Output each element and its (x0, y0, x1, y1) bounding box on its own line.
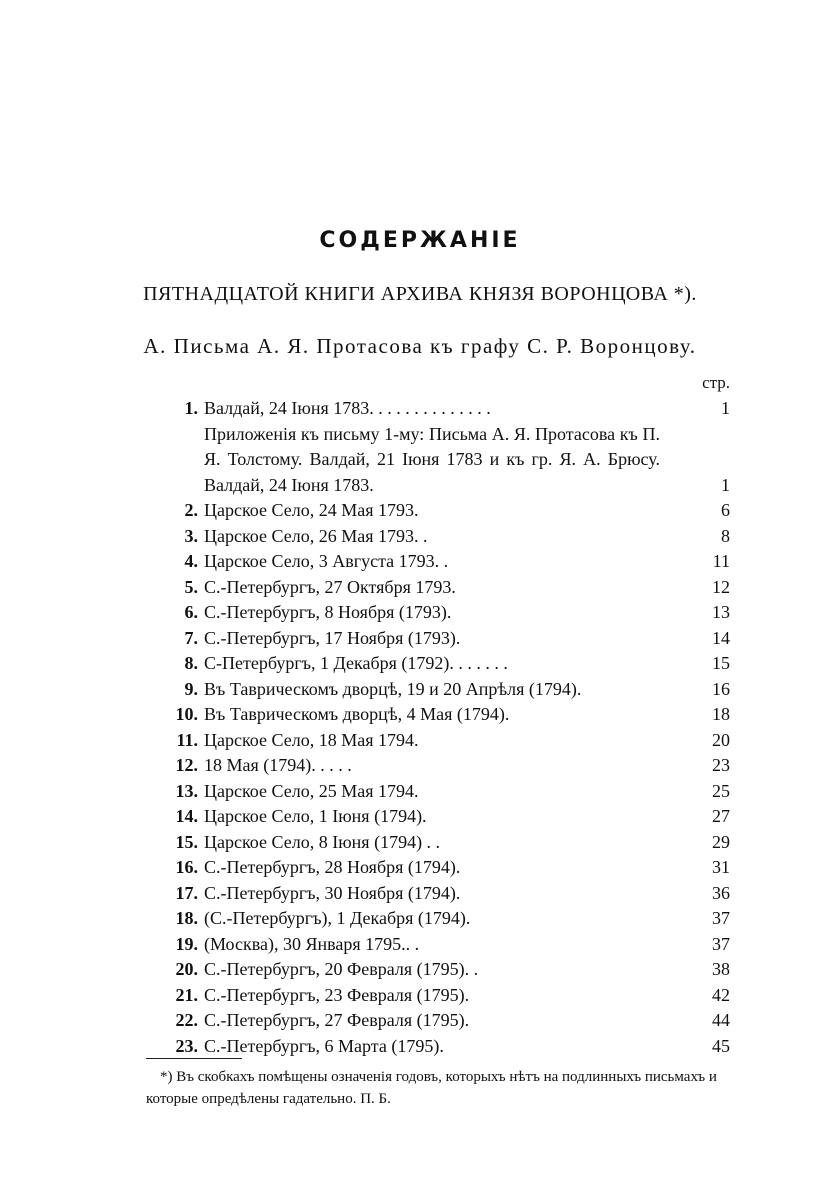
entry-page: 27 (712, 806, 730, 826)
entry-title: С.-Петербургъ, 27 Февраля (1795). (204, 1010, 470, 1030)
entry-page: 31 (712, 857, 730, 877)
toc-entry-4 (160, 549, 730, 575)
entry-number: 23. (175, 1035, 198, 1056)
entry-number: 5. (184, 576, 198, 597)
entry-title: 18 Мая (1794). . . . . (204, 755, 352, 775)
entry-number: 12. (175, 755, 198, 775)
entry-title: С.-Петербургъ, 30 Ноября (1794). (204, 882, 461, 903)
entry-page: 20 (712, 729, 730, 750)
entry-title: Царское Село, 26 Мая 1793. . (204, 525, 428, 546)
entry-title: С.-Петербургъ, 28 Ноября (1794). (204, 857, 461, 877)
toc-entry-10 (160, 702, 730, 728)
entry-title: С-Петербургъ, 1 Декабря (1792). . . . . . . (204, 653, 508, 673)
toc-entry-8 (160, 651, 730, 677)
entry-page: 37 (712, 908, 730, 928)
toc-entry-17 (160, 881, 730, 907)
toc-entry-1 (160, 396, 730, 422)
toc-entry-appendix (160, 422, 730, 499)
entry-title: С.-Петербургъ, 6 Марта (1795). (204, 1035, 444, 1056)
entry-page: 44 (712, 1010, 730, 1030)
entry-number: 6. (184, 602, 198, 622)
entry-page: 25 (712, 780, 730, 801)
toc-entry-2 (160, 498, 730, 524)
entry-title: С.-Петербургъ, 20 Февраля (1795). . (204, 959, 479, 979)
entry-page: 12 (712, 576, 730, 597)
footnote-divider (146, 1058, 242, 1059)
entry-number: 14. (175, 806, 198, 826)
toc-entry-6 (160, 600, 730, 626)
entry-number: 11. (176, 729, 198, 750)
entry-page: 8 (721, 525, 730, 546)
page-column-header: стр. (702, 373, 730, 392)
entry-page: 16 (712, 678, 730, 699)
entry-title: Валдай, 24 Іюня 1783. . . . . . . . . . . . . . (204, 398, 491, 418)
section-heading: А. Письма А. Я. Протасова къ графу С. Р. Воронцову. (143, 334, 697, 358)
toc-entry-7 (160, 626, 730, 652)
entry-number: 3. (184, 525, 198, 546)
entry-number: 2. (184, 500, 198, 520)
page-title: СОДЕРЖАНІЕ (319, 228, 521, 253)
entry-number: 10. (175, 704, 198, 724)
entry-title: Царское Село, 18 Мая 1794. (204, 729, 419, 750)
entry-page: 36 (712, 882, 730, 903)
entry-page: 42 (712, 984, 730, 1005)
entry-title: С.-Петербургъ, 8 Ноября (1793). (204, 602, 452, 622)
entry-number: 22. (175, 1010, 198, 1030)
entry-title: Царское Село, 24 Мая 1793. (204, 500, 419, 520)
entry-page: 6 (721, 500, 730, 520)
toc-entry-14 (160, 804, 730, 830)
entry-title: С.-Петербургъ, 27 Октября 1793. (204, 576, 456, 597)
toc-entry-19 (160, 932, 730, 958)
entry-number: 1. (184, 398, 198, 418)
toc-entry-5 (160, 575, 730, 601)
entry-number: 16. (175, 857, 198, 877)
entry-number: 21. (175, 984, 198, 1005)
toc-entry-3 (160, 524, 730, 550)
entry-page: 15 (712, 653, 730, 673)
entry-number: 8. (184, 653, 198, 673)
entry-page: 1 (721, 474, 730, 495)
toc-entry-23 (160, 1034, 730, 1060)
entry-title: (С.-Петербургъ), 1 Декабря (1794). (204, 908, 471, 928)
toc-entry-9 (160, 677, 730, 703)
entry-page: 37 (712, 933, 730, 954)
toc-entry-11 (160, 728, 730, 754)
entry-number: 15. (175, 831, 198, 852)
toc-entry-20 (160, 957, 730, 983)
entry-page: 11 (712, 551, 730, 571)
entry-page: 1 (721, 398, 730, 418)
toc-entry-15 (160, 830, 730, 856)
entry-title: С.-Петербургъ, 17 Ноября (1793). (204, 627, 461, 648)
entry-title: Въ Таврическомъ дворцѣ, 19 и 20 Апрѣля (1794). (204, 678, 582, 699)
toc-entry-22 (160, 1008, 730, 1034)
entry-title: Царское Село, 3 Августа 1793. . (204, 551, 449, 571)
entry-page: 23 (712, 755, 730, 775)
entry-page: 18 (712, 704, 730, 724)
toc-entry-13 (160, 779, 730, 805)
entry-page: 38 (712, 959, 730, 979)
entry-title: С.-Петербургъ, 23 Февраля (1795). (204, 984, 470, 1005)
entry-number: 17. (175, 882, 198, 903)
entry-number: 20. (175, 959, 198, 979)
entry-page: 14 (712, 627, 730, 648)
entry-number: 4. (184, 551, 198, 571)
entry-number: 7. (184, 627, 198, 648)
entry-number: 13. (175, 780, 198, 801)
table-of-contents (160, 396, 730, 1059)
entry-number: 9. (184, 678, 198, 699)
toc-entry-12 (160, 753, 730, 779)
entry-title: Царское Село, 8 Іюня (1794) . . (204, 831, 441, 852)
toc-entry-18 (160, 906, 730, 932)
entry-title: (Москва), 30 Января 1795.. . (204, 933, 420, 954)
entry-number: 18. (175, 908, 198, 928)
entry-number: 19. (175, 933, 198, 954)
toc-entry-16 (160, 855, 730, 881)
entry-title: Царское Село, 1 Іюня (1794). (204, 806, 427, 826)
entry-page: 13 (712, 602, 730, 622)
entry-title: Приложенія къ письму 1-му: Письма А. Я. Протасова къ П. Я. Толстому. Валдай, 21 Іюня 1783 и къ гр. Я. А. Брюсу. Валдай, 24 Іюня 1783. (204, 423, 660, 495)
entry-page: 45 (712, 1035, 730, 1056)
book-subtitle: ПЯТНАДЦАТОЙ КНИГИ АРХИВА КНЯЗЯ ВОРОНЦОВА *). (143, 283, 697, 305)
toc-entry-21 (160, 983, 730, 1009)
entry-title: Царское Село, 25 Мая 1794. (204, 780, 419, 801)
footnote: *) Въ скобкахъ помѣщены означенія годовъ, которыхъ нѣтъ на подлинныхъ письмахъ и которые опредѣлены гадательно. П. Б. (146, 1069, 717, 1107)
entry-page: 29 (712, 831, 730, 852)
entry-title: Въ Таврическомъ дворцѣ, 4 Мая (1794). (204, 704, 510, 724)
